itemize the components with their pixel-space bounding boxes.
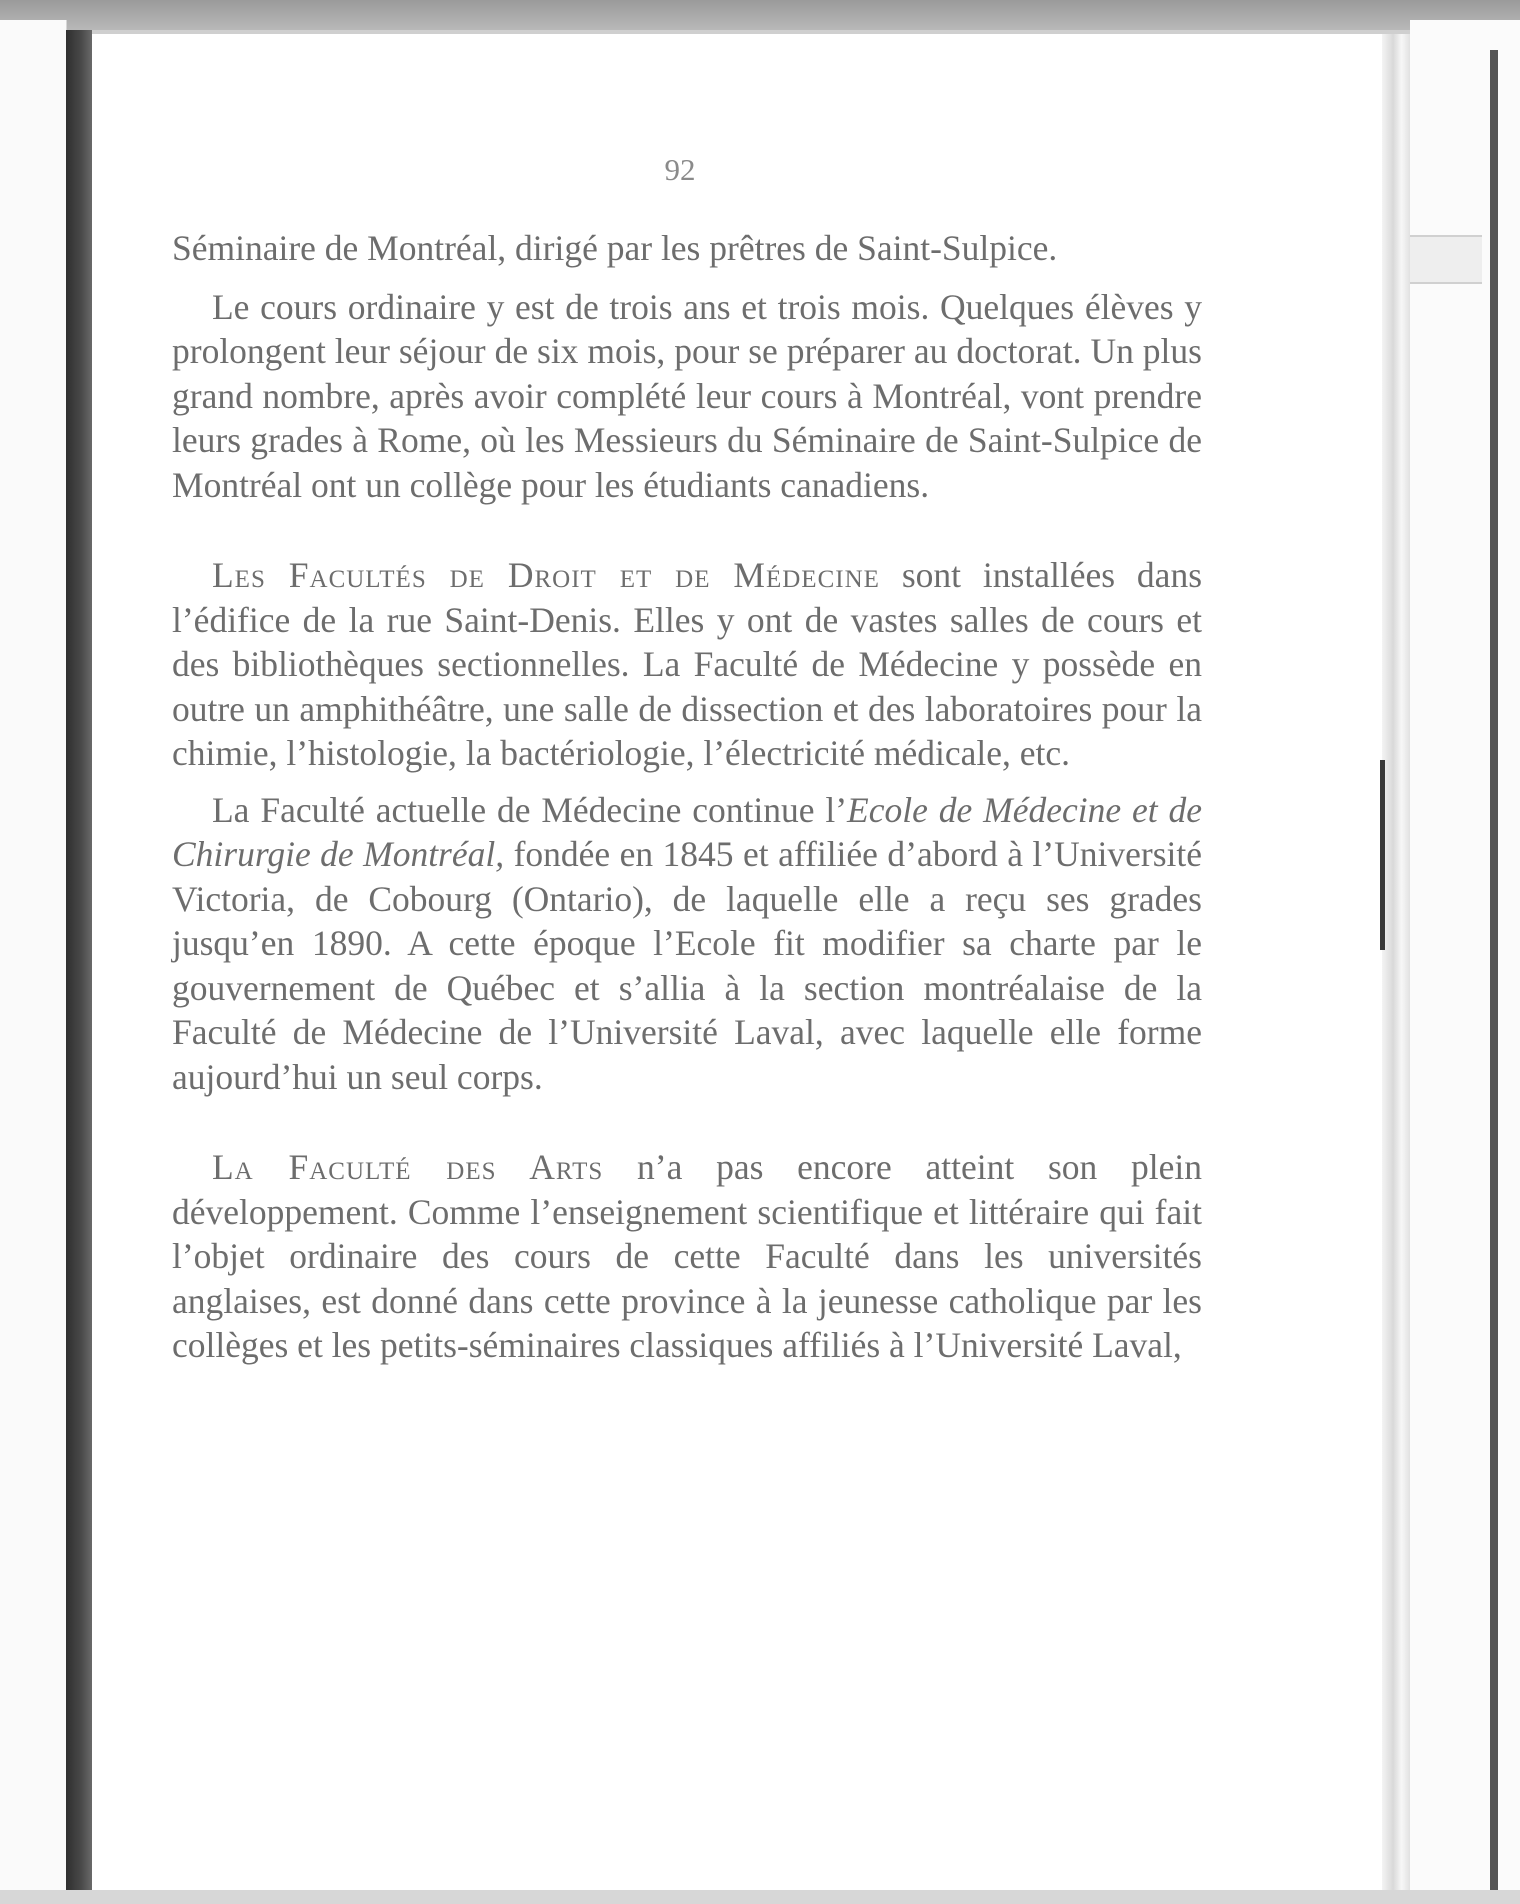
page-tab [1410, 235, 1482, 284]
paragraph-faculte-medecine [172, 788, 1202, 1100]
paragraph-text: Séminaire de Montréal, dirigé par les prêtres de Saint-Sulpice. [172, 228, 1058, 268]
page-edge-mark [1380, 760, 1385, 950]
paragraph-text: fondée en 1845 et affiliée d’abord à l’Université Victoria, de Cobourg (Ontario), de laquelle elle a reçu ses grades jusqu’en 1890. A cette époque l’Ecole fit modifier sa charte par le gouvernement de Québec et s’allia à la section montréalaise de la Faculté de Médecine de l’Université Laval, avec laquelle elle forme aujourd’hui un seul corps. [172, 834, 1202, 1097]
paragraph-cours-ordinaire [172, 285, 1202, 508]
page-number: 92 [664, 152, 696, 187]
paragraph-facultes-droit-medecine [172, 553, 1202, 776]
italic-title: Ecole de Médecine et de Chirurgie de Montréal, [172, 789, 1202, 874]
section-heading: La Faculté des Arts [212, 1147, 604, 1187]
page-stack-edge [1382, 34, 1410, 1904]
paragraph-text: sont installées dans l’édifice de la rue Saint-Denis. Elles y ont de vastes salles de cours et des bibliothèques sectionnelles. La Faculté de Médecine y possède en outre un amphithéâtre, une salle de dissection et des laboratoires pour la chimie, l’histologie, la bactériologie, l’électricité médicale, etc. [172, 555, 1203, 773]
scan-right-margin [1410, 20, 1520, 1904]
paragraph-faculte-arts [172, 1145, 1202, 1368]
facing-page-edge [0, 20, 67, 1904]
scan-bottom-border [0, 1890, 1520, 1904]
paragraph-lead: La Faculté actuelle de Médecine continue l’ [212, 789, 848, 830]
scan-top-border [0, 0, 1520, 30]
scan-right-bar [1490, 50, 1498, 1904]
paragraph-text: n’a pas encore atteint son plein développement. Comme l’enseignement scientifique et littéraire qui fait l’objet ordinaire des cours de cette Faculté dans les universités anglaises, est donné dans cette province à la jeunesse catholique par les collèges et les petits-séminaires classiques affiliés à l’Université Laval, [172, 1147, 1202, 1365]
paragraph-text: Le cours ordinaire y est de trois ans et trois mois. Quelques élèves y prolongent leur séjour de six mois, pour se préparer au doctorat. Un plus grand nombre, après avoir complété leur cours à Montréal, vont prendre leurs grades à Rome, où les Messieurs du Séminaire de Saint-Sulpice de Montréal ont un collège pour les étudiants canadiens. [172, 286, 1202, 505]
paragraph-continuation [172, 226, 1202, 271]
section-heading: Les Facultés de Droit et de Médecine [212, 555, 880, 595]
page-body [172, 226, 1202, 1368]
book-gutter [66, 30, 92, 1904]
